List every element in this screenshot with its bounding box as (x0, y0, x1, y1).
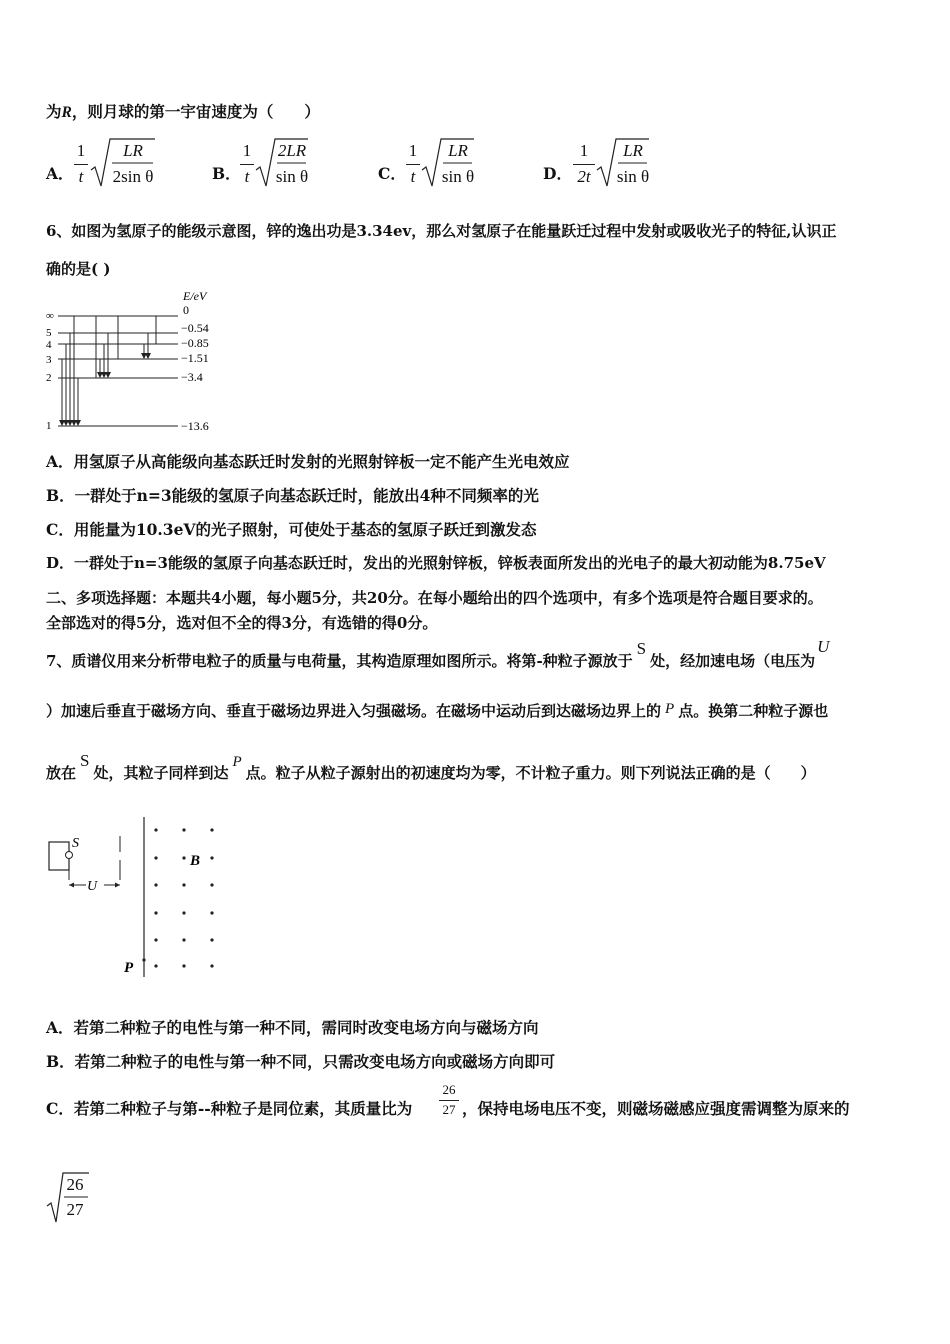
source-point (66, 852, 73, 859)
label-U: U (87, 879, 98, 894)
q7-option-b: B．若第二种粒子的电性与第一种不同，只需改变电场方向或磁场方向即可 (46, 1052, 556, 1071)
q7-line3 (46, 751, 816, 783)
level-energy: −0.54 (181, 321, 209, 335)
radicand-den: sin θ (275, 167, 309, 186)
q6-option-c: C．用能量为10.3eV的光子照射，可使处于基态的氢原子跃迁到激发态 (46, 520, 537, 539)
q7-line1-a: 7、质谱仪用来分析带电粒子的质量与电荷量，其构造原理如图所示。将第-种粒子源放于 (46, 652, 633, 670)
q7-line1-b: 处，经加速电场（电压为 (650, 652, 816, 670)
magnetic-field-dots (154, 828, 213, 967)
q7-c-fraction-bar (439, 1100, 459, 1101)
coef-den: 2t (577, 167, 591, 186)
level-energy: −13.6 (181, 419, 209, 433)
q6-stem-line2: 确的是( ) (46, 260, 111, 278)
option-label: D． (543, 164, 572, 183)
coef-fraction-bar (74, 164, 88, 165)
q7-line2 (46, 700, 828, 721)
radicand-num: 2LR (277, 141, 307, 160)
q7-option-c-a: C．若第二种粒子与第--种粒子是同位素，其质量比为 (46, 1099, 413, 1118)
q7-c-frac-den: 27 (442, 1102, 456, 1117)
q7-symbol-P: P (665, 701, 675, 717)
level-n: 4 (46, 339, 52, 351)
label-B: B (190, 853, 201, 869)
q5-var-R: R (61, 104, 72, 121)
level-n: 2 (46, 372, 52, 384)
level-energy: −1.51 (181, 351, 209, 365)
q6-stem-line1: 6、如图为氢原子的能级示意图，锌的逸出功是3.34ev，那么对氢原子在能量跃迁过程中发射或吸收光子的特征,认识正 (46, 222, 837, 240)
radicand-num: LR (448, 141, 468, 160)
coef-num: 1 (408, 141, 418, 160)
radicand-den: sin θ (616, 167, 650, 186)
option-label: B． (212, 164, 241, 183)
q7-symbol-U: U (817, 637, 830, 656)
q7-c-answer-num: 26 (66, 1175, 84, 1194)
q7-line3-a: 放在 (46, 764, 77, 782)
coef-fraction-bar (573, 164, 595, 165)
level-n: ∞ (46, 310, 54, 322)
label-P: P (124, 960, 134, 976)
q7-line3-c: 点。粒子从粒子源射出的初速度均为零，不计粒子重力。则下列说法正确的是（ ） (245, 764, 816, 782)
q6-option-d: D．一群处于n=3能级的氢原子向基态跃迁时，发出的光照射锌板，锌板表面所发出的光电子的最大初动能为8.75eV (46, 554, 826, 572)
coef-fraction-bar (406, 164, 420, 165)
section2-line2: 全部选对的得5分，选对但不全的得3分，有选错的得0分。 (46, 614, 438, 632)
q7-line3-b: 处，其粒子同样到达 (93, 764, 229, 782)
q7-line2-a: ）加速后垂直于磁场方向、垂直于磁场边界进入匀强磁场。在磁场中运动后到达磁场边界上的 (46, 702, 662, 720)
level-energy: −0.85 (181, 336, 209, 350)
q5-text-after: ，则月球的第一宇宙速度为（ ） (71, 102, 320, 121)
q5-tail-line (46, 100, 320, 122)
coef-den: t (410, 167, 416, 186)
coef-num: 1 (242, 141, 252, 160)
q7-option-a: A．若第二种粒子的电性与第一种不同，需同时改变电场方向与磁场方向 (46, 1018, 539, 1037)
q7-symbol-S: S (636, 639, 647, 658)
coef-den: t (78, 167, 84, 186)
q6-option-a: A．用氢原子从高能级向基态跃迁时发射的光照射锌板一定不能产生光电效应 (46, 452, 570, 471)
radicand-num: LR (623, 141, 643, 160)
q7-line2-b: 点。换第二种粒子源也 (678, 702, 829, 720)
q7-c-frac-num: 26 (442, 1082, 456, 1097)
q7-symbol-S: S (80, 751, 90, 770)
level-energy: 0 (183, 303, 189, 317)
label-S: S (72, 836, 79, 851)
q6-option-b: B．一群处于n=3能级的氢原子向基态跃迁时，能放出4种不同频率的光 (46, 486, 539, 505)
level-n: 1 (46, 420, 52, 432)
option-label: C． (378, 164, 406, 183)
level-n: 3 (46, 354, 52, 366)
coef-fraction-bar (240, 164, 254, 165)
q7-c-answer-den: 27 (66, 1200, 84, 1219)
level-energy: −3.4 (181, 370, 203, 384)
coef-num: 1 (579, 141, 589, 160)
q7-option-c-b: ，保持电场电压不变，则磁场磁感应强度需调整为原来的 (462, 1099, 850, 1118)
energy-level-diagram (44, 286, 224, 436)
coef-num: 1 (76, 141, 86, 160)
radicand-den: 2sin θ (112, 167, 154, 186)
radicand-num: LR (123, 141, 143, 160)
radicand-den: sin θ (441, 167, 475, 186)
q5-text-before: 为 (46, 102, 62, 121)
section2-line1: 二、多项选择题：本题共4小题，每小题5分，共20分。在每小题给出的四个选项中，有多个选项是符合题目要求的。 (46, 589, 823, 607)
axis-label: E/eV (183, 289, 207, 303)
q7-symbol-P: P (232, 754, 242, 770)
mass-spectrometer-diagram (44, 812, 234, 982)
level-n: 5 (46, 327, 52, 339)
option-label: A． (46, 164, 74, 183)
q7-line1 (46, 637, 830, 671)
coef-den: t (244, 167, 250, 186)
